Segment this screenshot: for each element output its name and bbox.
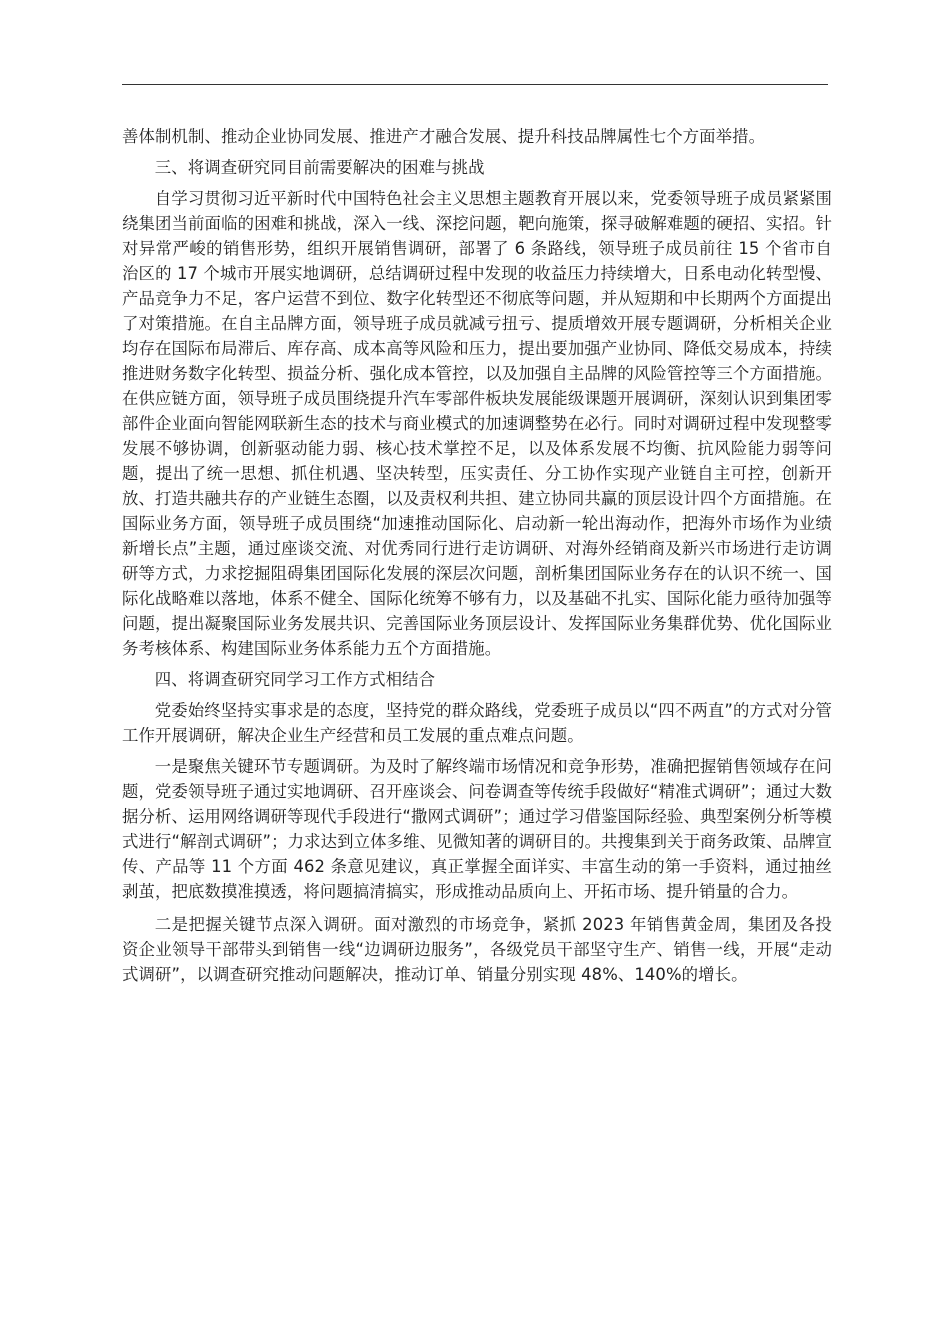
section-heading-three: 三、将调查研究同目前需要解决的困难与挑战	[154, 158, 485, 177]
paragraph-body: 党委始终坚持实事求是的态度，坚持党的群众路线，党委班子成员以“四不两直”的方式对分管工作开展调研，解决企业生产经营和员工发展的重点难点问题。	[122, 701, 832, 745]
paragraph-body: 自学习贯彻习近平新时代中国特色社会主义思想主题教育开展以来，党委领导班子成员紧紧围绕集团当前面临的困难和挑战，深入一线、深挖问题，靶向施策，探寻破解难题的硬招、实招。针对异常严峻的销售形势，组织开展销售调研，部署了 6 条路线，领导班子成员前往 15 个省市自治区的 17 个城市开展实地调研，总结调研过程中发现的收益压力持续增大，日系电动化转型慢、产品竞争力不足，客户运营不到位、数字化转型还不彻底等问题，并从短期和中长期两个方面提出了对策措施。在自主品牌方面，领导班子成员就减亏扭亏、提质增效开展专题调研，分析相关企业均存在国际布局滞后、库存高、成本高等风险和压力，提出要加强产业协同、降低交易成本，持续推进财务数字化转型、损益分析、强化成本管控，以及加强自主品牌的风险管控等三个方面措施。在供应链方面，领导班子成员围绕提升汽车零部件板块发展能级课题开展调研，深刻认识到集团零部件企业面向智能网联新生态的技术与商业模式的加速调整势在必行。同时对调研过程中发现整零发展不够协调，创新驱动能力弱、核心技术掌控不足，以及体系发展不均衡、抗风险能力弱等问题，提出了统一思想、抓住机遇、坚决转型，压实责任、分工协作实现产业链自主可控，创新开放、打造共融共存的产业链生态圈，以及责权利共担、建立协同共赢的顶层设计四个方面措施。在国际业务方面，领导班子成员围绕“加速推动国际化、启动新一轮出海动作，把海外市场作为业绩新增长点”主题，通过座谈交流、对优秀同行进行走访调研、对海外经销商及新兴市场进行走访调研等方式，力求挖掘阻碍集团国际化发展的深层次问题，剖析集团国际业务存在的认识不统一、国际化战略难以落地，体系不健全、国际化统筹不够有力，以及基础不扎实、国际化能力亟待加强等问题，提出凝聚国际业务发展共识、完善国际业务顶层设计、发挥国际业务集群优势、优化国际业务考核体系、构建国际业务体系能力五个方面措施。	[122, 189, 832, 658]
header-rule	[122, 84, 828, 85]
paragraph-continuation: 善体制机制、推动企业协同发展、推进产才融合发展、提升科技品牌属性七个方面举措。	[122, 127, 766, 146]
document-body	[122, 124, 832, 987]
section-heading-four: 四、将调查研究同学习工作方式相结合	[154, 670, 436, 689]
paragraph-body: 一是聚焦关键环节专题调研。为及时了解终端市场情况和竞争形势，准确把握销售领域存在问题，党委领导班子通过实地调研、召开座谈会、问卷调查等传统手段做好“精准式调研”；通过大数据分析、运用网络调研等现代手段进行“撒网式调研”；通过学习借鉴国际经验、典型案例分析等模式进行“解剖式调研”；力求达到立体多维、见微知著的调研目的。共搜集到关于商务政策、品牌宣传、产品等 11 个方面 462 条意见建议，真正掌握全面详实、丰富生动的第一手资料，通过抽丝剥茧，把底数摸准摸透，将问题搞清搞实，形成推动品质向上、开拓市场、提升销量的合力。	[122, 757, 832, 901]
paragraph-body: 二是把握关键节点深入调研。面对激烈的市场竞争，紧抓 2023 年销售黄金周，集团及各投资企业领导干部带头到销售一线“边调研边服务”，各级党员干部坚守生产、销售一线，开展“走动式调研”，以调查研究推动问题解决，推动订单、销量分别实现 48%、140%的增长。	[122, 915, 832, 984]
